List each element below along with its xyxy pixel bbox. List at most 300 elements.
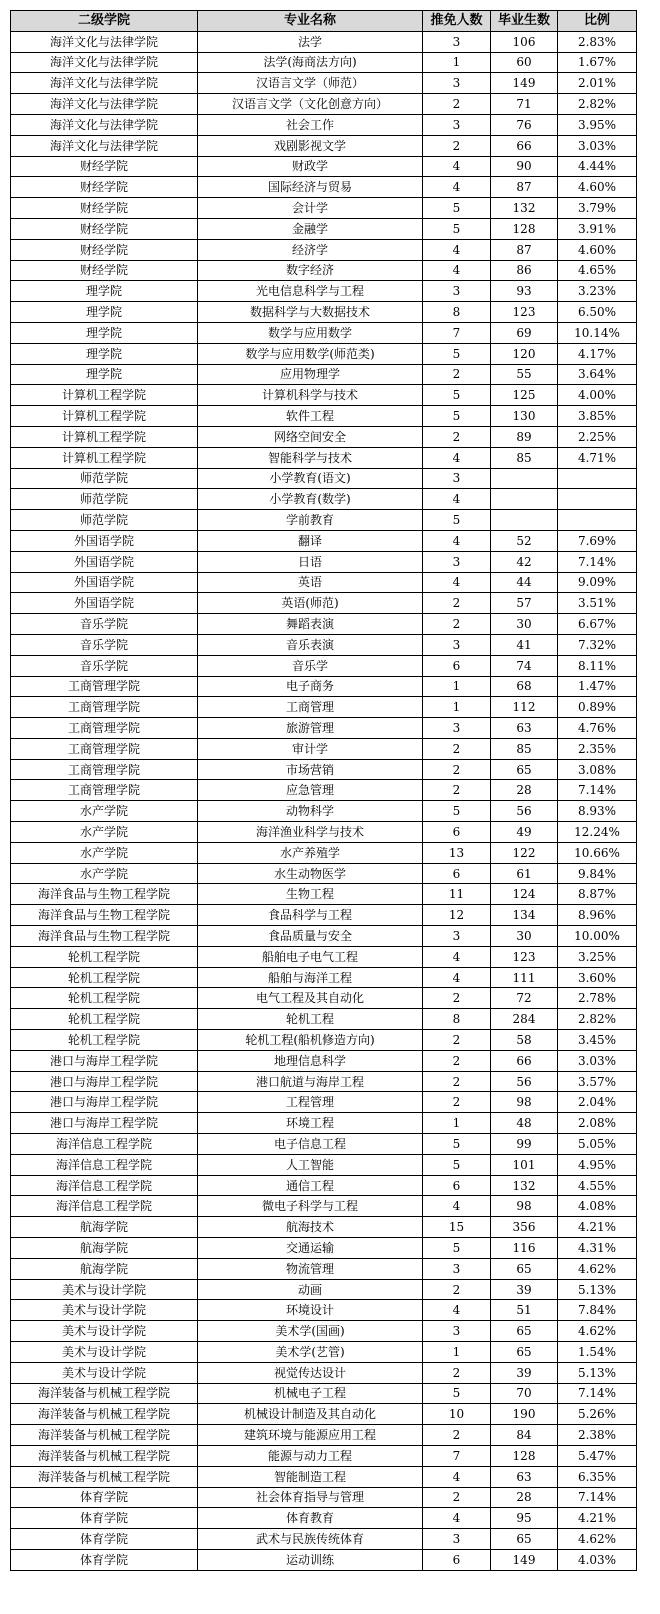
- recommended-count-cell: 4: [423, 260, 491, 281]
- major-cell: 美术学(国画): [198, 1321, 423, 1342]
- major-cell: 工程管理: [198, 1092, 423, 1113]
- college-cell: 体育学院: [11, 1508, 198, 1529]
- college-cell: 海洋装备与机械工程学院: [11, 1383, 198, 1404]
- table-row: [11, 634, 637, 655]
- college-cell: 计算机工程学院: [11, 447, 198, 468]
- major-cell: 体育教育: [198, 1508, 423, 1529]
- college-cell: 水产学院: [11, 822, 198, 843]
- table-row: [11, 697, 637, 718]
- recommended-count-cell: 5: [423, 1134, 491, 1155]
- college-cell: 财经学院: [11, 156, 198, 177]
- college-cell: 音乐学院: [11, 614, 198, 635]
- college-cell: 工商管理学院: [11, 738, 198, 759]
- recommended-count-cell: 2: [423, 364, 491, 385]
- major-cell: 物流管理: [198, 1258, 423, 1279]
- recommended-count-cell: 3: [423, 1321, 491, 1342]
- ratio-cell: 7.14%: [558, 780, 637, 801]
- ratio-cell: 3.79%: [558, 198, 637, 219]
- major-cell: 国际经济与贸易: [198, 177, 423, 198]
- college-cell: 工商管理学院: [11, 718, 198, 739]
- major-cell: 小学教育(语文): [198, 468, 423, 489]
- graduates-count-cell: 68: [491, 676, 558, 697]
- recommended-count-cell: 11: [423, 884, 491, 905]
- table-row: [11, 489, 637, 510]
- college-cell: 海洋文化与法律学院: [11, 114, 198, 135]
- college-cell: 师范学院: [11, 468, 198, 489]
- ratio-cell: [558, 468, 637, 489]
- recommended-count-cell: 2: [423, 1362, 491, 1383]
- recommended-count-cell: 2: [423, 988, 491, 1009]
- major-cell: 水产养殖学: [198, 842, 423, 863]
- college-cell: 美术与设计学院: [11, 1300, 198, 1321]
- recommended-count-cell: 4: [423, 156, 491, 177]
- graduates-count-cell: 284: [491, 1009, 558, 1030]
- college-cell: 海洋文化与法律学院: [11, 135, 198, 156]
- ratio-cell: 12.24%: [558, 822, 637, 843]
- recommended-count-cell: 6: [423, 1549, 491, 1570]
- ratio-cell: 5.13%: [558, 1362, 637, 1383]
- major-cell: 电子商务: [198, 676, 423, 697]
- graduates-count-cell: 60: [491, 52, 558, 73]
- table-row: [11, 1445, 637, 1466]
- college-cell: 理学院: [11, 364, 198, 385]
- graduates-count-cell: 87: [491, 177, 558, 198]
- college-cell: 轮机工程学院: [11, 946, 198, 967]
- ratio-cell: 2.82%: [558, 1009, 637, 1030]
- college-cell: 航海学院: [11, 1258, 198, 1279]
- graduates-count-cell: 30: [491, 926, 558, 947]
- ratio-cell: 7.14%: [558, 1487, 637, 1508]
- major-cell: 机械设计制造及其自动化: [198, 1404, 423, 1425]
- graduates-count-cell: 120: [491, 343, 558, 364]
- college-cell: 港口与海岸工程学院: [11, 1050, 198, 1071]
- recommended-count-cell: 10: [423, 1404, 491, 1425]
- major-cell: 社会体育指导与管理: [198, 1487, 423, 1508]
- major-cell: 视觉传达设计: [198, 1362, 423, 1383]
- table-body: [11, 31, 637, 1570]
- graduates-count-cell: 71: [491, 94, 558, 115]
- ratio-cell: 6.67%: [558, 614, 637, 635]
- table-row: [11, 1466, 637, 1487]
- table-row: [11, 1487, 637, 1508]
- table-row: [11, 905, 637, 926]
- ratio-cell: 4.62%: [558, 1529, 637, 1550]
- graduates-count-cell: 122: [491, 842, 558, 863]
- major-cell: 法学: [198, 31, 423, 52]
- major-cell: 数学与应用数学(师范类): [198, 343, 423, 364]
- ratio-cell: 3.08%: [558, 759, 637, 780]
- ratio-cell: 4.31%: [558, 1238, 637, 1259]
- college-cell: 体育学院: [11, 1529, 198, 1550]
- recommended-count-cell: 3: [423, 468, 491, 489]
- college-cell: 音乐学院: [11, 655, 198, 676]
- graduates-count-cell: 44: [491, 572, 558, 593]
- college-cell: 师范学院: [11, 489, 198, 510]
- graduates-count-cell: 52: [491, 530, 558, 551]
- recommended-count-cell: 2: [423, 1487, 491, 1508]
- recommended-count-cell: 2: [423, 1425, 491, 1446]
- recommended-count-cell: 2: [423, 94, 491, 115]
- table-row: [11, 52, 637, 73]
- recommended-count-cell: 5: [423, 1154, 491, 1175]
- ratio-cell: 10.66%: [558, 842, 637, 863]
- ratio-cell: 4.76%: [558, 718, 637, 739]
- major-cell: 船舶与海洋工程: [198, 967, 423, 988]
- college-cell: 海洋装备与机械工程学院: [11, 1466, 198, 1487]
- recommended-count-cell: 4: [423, 177, 491, 198]
- major-cell: 电子信息工程: [198, 1134, 423, 1155]
- ratio-cell: [558, 510, 637, 531]
- college-cell: 轮机工程学院: [11, 1030, 198, 1051]
- table-row: [11, 967, 637, 988]
- college-cell: 计算机工程学院: [11, 385, 198, 406]
- table-row: [11, 863, 637, 884]
- graduates-count-cell: 66: [491, 1050, 558, 1071]
- ratio-cell: 7.14%: [558, 1383, 637, 1404]
- table-row: [11, 1342, 637, 1363]
- college-cell: 海洋文化与法律学院: [11, 94, 198, 115]
- graduates-count-cell: 130: [491, 406, 558, 427]
- table-row: [11, 1217, 637, 1238]
- college-cell: 轮机工程学院: [11, 967, 198, 988]
- table-row: [11, 510, 637, 531]
- college-cell: 水产学院: [11, 842, 198, 863]
- graduates-count-cell: 128: [491, 218, 558, 239]
- recommended-count-cell: 6: [423, 1175, 491, 1196]
- college-cell: 财经学院: [11, 177, 198, 198]
- college-cell: 海洋装备与机械工程学院: [11, 1445, 198, 1466]
- graduates-count-cell: 123: [491, 946, 558, 967]
- college-cell: 美术与设计学院: [11, 1362, 198, 1383]
- major-cell: 能源与动力工程: [198, 1445, 423, 1466]
- graduates-count-cell: 124: [491, 884, 558, 905]
- college-cell: 美术与设计学院: [11, 1321, 198, 1342]
- major-cell: 动画: [198, 1279, 423, 1300]
- major-cell: 舞蹈表演: [198, 614, 423, 635]
- table-row: [11, 447, 637, 468]
- major-cell: 食品质量与安全: [198, 926, 423, 947]
- ratio-cell: 4.44%: [558, 156, 637, 177]
- table-row: [11, 801, 637, 822]
- ratio-cell: 3.64%: [558, 364, 637, 385]
- graduates-count-cell: 90: [491, 156, 558, 177]
- graduates-count-cell: 48: [491, 1113, 558, 1134]
- recommended-count-cell: 4: [423, 1466, 491, 1487]
- recommended-count-cell: 4: [423, 1300, 491, 1321]
- recommended-count-cell: 15: [423, 1217, 491, 1238]
- table-row: [11, 1134, 637, 1155]
- major-cell: 音乐表演: [198, 634, 423, 655]
- major-cell: 生物工程: [198, 884, 423, 905]
- ratio-cell: 2.01%: [558, 73, 637, 94]
- major-cell: 金融学: [198, 218, 423, 239]
- college-cell: 工商管理学院: [11, 697, 198, 718]
- ratio-cell: 3.95%: [558, 114, 637, 135]
- major-cell: 应急管理: [198, 780, 423, 801]
- major-cell: 经济学: [198, 239, 423, 260]
- graduates-count-cell: 61: [491, 863, 558, 884]
- ratio-cell: 3.85%: [558, 406, 637, 427]
- recommended-count-cell: 5: [423, 218, 491, 239]
- table-row: [11, 114, 637, 135]
- college-cell: 外国语学院: [11, 530, 198, 551]
- ratio-cell: 2.25%: [558, 426, 637, 447]
- graduates-count-cell: 65: [491, 759, 558, 780]
- college-cell: 财经学院: [11, 239, 198, 260]
- table-row: [11, 1404, 637, 1425]
- major-cell: 环境工程: [198, 1113, 423, 1134]
- ratio-cell: 4.60%: [558, 239, 637, 260]
- major-cell: 船舶电子电气工程: [198, 946, 423, 967]
- recommended-count-cell: 5: [423, 1238, 491, 1259]
- graduates-count-cell: 132: [491, 198, 558, 219]
- college-cell: 体育学院: [11, 1549, 198, 1570]
- table-row: [11, 1113, 637, 1134]
- college-cell: 工商管理学院: [11, 759, 198, 780]
- college-cell: 师范学院: [11, 510, 198, 531]
- college-cell: 计算机工程学院: [11, 406, 198, 427]
- college-cell: 水产学院: [11, 801, 198, 822]
- major-cell: 汉语言文学（文化创意方向）: [198, 94, 423, 115]
- ratio-cell: 4.65%: [558, 260, 637, 281]
- ratio-cell: 4.08%: [558, 1196, 637, 1217]
- table-row: [11, 302, 637, 323]
- recommended-count-cell: 3: [423, 281, 491, 302]
- major-cell: 光电信息科学与工程: [198, 281, 423, 302]
- ratio-cell: 6.35%: [558, 1466, 637, 1487]
- table-row: [11, 406, 637, 427]
- major-cell: 通信工程: [198, 1175, 423, 1196]
- graduates-count-cell: 72: [491, 988, 558, 1009]
- graduates-count-cell: 56: [491, 1071, 558, 1092]
- ratio-cell: 2.78%: [558, 988, 637, 1009]
- recommended-count-cell: 7: [423, 1445, 491, 1466]
- graduates-count-cell: 58: [491, 1030, 558, 1051]
- graduates-count-cell: 49: [491, 822, 558, 843]
- table-row: [11, 551, 637, 572]
- header-graduates-count: 毕业生数: [491, 11, 558, 32]
- graduates-count-cell: 190: [491, 1404, 558, 1425]
- major-cell: 美术学(艺管): [198, 1342, 423, 1363]
- college-cell: 体育学院: [11, 1487, 198, 1508]
- graduates-count-cell: 41: [491, 634, 558, 655]
- college-cell: 航海学院: [11, 1217, 198, 1238]
- graduates-count-cell: 55: [491, 364, 558, 385]
- ratio-cell: 4.71%: [558, 447, 637, 468]
- college-cell: 海洋装备与机械工程学院: [11, 1425, 198, 1446]
- table-row: [11, 260, 637, 281]
- table-row: [11, 218, 637, 239]
- graduates-count-cell: 149: [491, 73, 558, 94]
- college-cell: 海洋装备与机械工程学院: [11, 1404, 198, 1425]
- recommended-count-cell: 5: [423, 385, 491, 406]
- ratio-cell: 7.84%: [558, 1300, 637, 1321]
- college-cell: 音乐学院: [11, 634, 198, 655]
- graduates-count-cell: 101: [491, 1154, 558, 1175]
- recommended-count-cell: 3: [423, 1529, 491, 1550]
- ratio-cell: 3.60%: [558, 967, 637, 988]
- graduates-count-cell: 70: [491, 1383, 558, 1404]
- table-row: [11, 530, 637, 551]
- recommended-count-cell: 2: [423, 759, 491, 780]
- table-row: [11, 322, 637, 343]
- graduates-count-cell: 66: [491, 135, 558, 156]
- table-row: [11, 1362, 637, 1383]
- major-cell: 轮机工程: [198, 1009, 423, 1030]
- college-cell: 海洋文化与法律学院: [11, 52, 198, 73]
- college-cell: 轮机工程学院: [11, 988, 198, 1009]
- graduates-count-cell: 51: [491, 1300, 558, 1321]
- recommended-count-cell: 7: [423, 322, 491, 343]
- recommended-count-cell: 6: [423, 822, 491, 843]
- major-cell: 数学与应用数学: [198, 322, 423, 343]
- major-cell: 环境设计: [198, 1300, 423, 1321]
- recommended-count-cell: 5: [423, 801, 491, 822]
- recommendation-table: [10, 10, 637, 1571]
- graduates-count-cell: 39: [491, 1362, 558, 1383]
- ratio-cell: 6.50%: [558, 302, 637, 323]
- major-cell: 审计学: [198, 738, 423, 759]
- recommended-count-cell: 2: [423, 1071, 491, 1092]
- major-cell: 英语(师范): [198, 593, 423, 614]
- recommended-count-cell: 2: [423, 1092, 491, 1113]
- college-cell: 工商管理学院: [11, 780, 198, 801]
- table-row: [11, 1549, 637, 1570]
- college-cell: 海洋食品与生物工程学院: [11, 884, 198, 905]
- major-cell: 财政学: [198, 156, 423, 177]
- major-cell: 汉语言文学（师范）: [198, 73, 423, 94]
- table-row: [11, 1030, 637, 1051]
- table-row: [11, 1050, 637, 1071]
- graduates-count-cell: 111: [491, 967, 558, 988]
- recommended-count-cell: 6: [423, 655, 491, 676]
- ratio-cell: 9.84%: [558, 863, 637, 884]
- ratio-cell: 2.35%: [558, 738, 637, 759]
- college-cell: 海洋文化与法律学院: [11, 73, 198, 94]
- ratio-cell: 4.95%: [558, 1154, 637, 1175]
- major-cell: 港口航道与海岸工程: [198, 1071, 423, 1092]
- recommended-count-cell: 3: [423, 114, 491, 135]
- graduates-count-cell: 63: [491, 1466, 558, 1487]
- table-row: [11, 718, 637, 739]
- table-row: [11, 1300, 637, 1321]
- ratio-cell: 3.51%: [558, 593, 637, 614]
- major-cell: 市场营销: [198, 759, 423, 780]
- recommended-count-cell: 3: [423, 1258, 491, 1279]
- recommended-count-cell: 1: [423, 676, 491, 697]
- recommended-count-cell: 3: [423, 31, 491, 52]
- table-row: [11, 1425, 637, 1446]
- recommended-count-cell: 1: [423, 1113, 491, 1134]
- ratio-cell: 1.47%: [558, 676, 637, 697]
- recommended-count-cell: 12: [423, 905, 491, 926]
- recommended-count-cell: 4: [423, 1196, 491, 1217]
- header-college: 二级学院: [11, 11, 198, 32]
- graduates-count-cell: 132: [491, 1175, 558, 1196]
- table-row: [11, 759, 637, 780]
- table-row: [11, 343, 637, 364]
- college-cell: 外国语学院: [11, 572, 198, 593]
- ratio-cell: 9.09%: [558, 572, 637, 593]
- college-cell: 航海学院: [11, 1238, 198, 1259]
- ratio-cell: 7.69%: [558, 530, 637, 551]
- recommended-count-cell: 5: [423, 198, 491, 219]
- major-cell: 人工智能: [198, 1154, 423, 1175]
- recommended-count-cell: 2: [423, 426, 491, 447]
- major-cell: 微电子科学与工程: [198, 1196, 423, 1217]
- ratio-cell: 8.11%: [558, 655, 637, 676]
- recommended-count-cell: 8: [423, 1009, 491, 1030]
- college-cell: 理学院: [11, 322, 198, 343]
- table-row: [11, 198, 637, 219]
- major-cell: 轮机工程(船机修造方向): [198, 1030, 423, 1051]
- ratio-cell: 8.93%: [558, 801, 637, 822]
- college-cell: 海洋信息工程学院: [11, 1175, 198, 1196]
- ratio-cell: 2.08%: [558, 1113, 637, 1134]
- ratio-cell: 4.21%: [558, 1217, 637, 1238]
- graduates-count-cell: [491, 468, 558, 489]
- table-row: [11, 926, 637, 947]
- table-row: [11, 1321, 637, 1342]
- header-recommended-count: 推免人数: [423, 11, 491, 32]
- college-cell: 理学院: [11, 302, 198, 323]
- major-cell: 动物科学: [198, 801, 423, 822]
- ratio-cell: 1.54%: [558, 1342, 637, 1363]
- table-row: [11, 31, 637, 52]
- major-cell: 戏剧影视文学: [198, 135, 423, 156]
- recommended-count-cell: 4: [423, 946, 491, 967]
- graduates-count-cell: 99: [491, 1134, 558, 1155]
- table-row: [11, 1092, 637, 1113]
- graduates-count-cell: 74: [491, 655, 558, 676]
- graduates-count-cell: 98: [491, 1196, 558, 1217]
- graduates-count-cell: 134: [491, 905, 558, 926]
- ratio-cell: 4.62%: [558, 1321, 637, 1342]
- ratio-cell: 5.13%: [558, 1279, 637, 1300]
- recommended-count-cell: 2: [423, 1030, 491, 1051]
- recommended-count-cell: 5: [423, 406, 491, 427]
- table-row: [11, 676, 637, 697]
- major-cell: 智能科学与技术: [198, 447, 423, 468]
- ratio-cell: 5.47%: [558, 1445, 637, 1466]
- table-row: [11, 177, 637, 198]
- ratio-cell: [558, 489, 637, 510]
- college-cell: 海洋食品与生物工程学院: [11, 905, 198, 926]
- table-row: [11, 1238, 637, 1259]
- ratio-cell: 4.17%: [558, 343, 637, 364]
- table-row: [11, 1009, 637, 1030]
- recommended-count-cell: 13: [423, 842, 491, 863]
- ratio-cell: 2.83%: [558, 31, 637, 52]
- table-row: [11, 94, 637, 115]
- header-major: 专业名称: [198, 11, 423, 32]
- recommended-count-cell: 2: [423, 780, 491, 801]
- ratio-cell: 4.21%: [558, 1508, 637, 1529]
- graduates-count-cell: 65: [491, 1529, 558, 1550]
- major-cell: 地理信息科学: [198, 1050, 423, 1071]
- graduates-count-cell: 116: [491, 1238, 558, 1259]
- ratio-cell: 8.87%: [558, 884, 637, 905]
- graduates-count-cell: 93: [491, 281, 558, 302]
- table-row: [11, 946, 637, 967]
- college-cell: 计算机工程学院: [11, 426, 198, 447]
- major-cell: 小学教育(数学): [198, 489, 423, 510]
- graduates-count-cell: 89: [491, 426, 558, 447]
- major-cell: 数据科学与大数据技术: [198, 302, 423, 323]
- graduates-count-cell: [491, 510, 558, 531]
- table-row: [11, 1508, 637, 1529]
- table-row: [11, 1383, 637, 1404]
